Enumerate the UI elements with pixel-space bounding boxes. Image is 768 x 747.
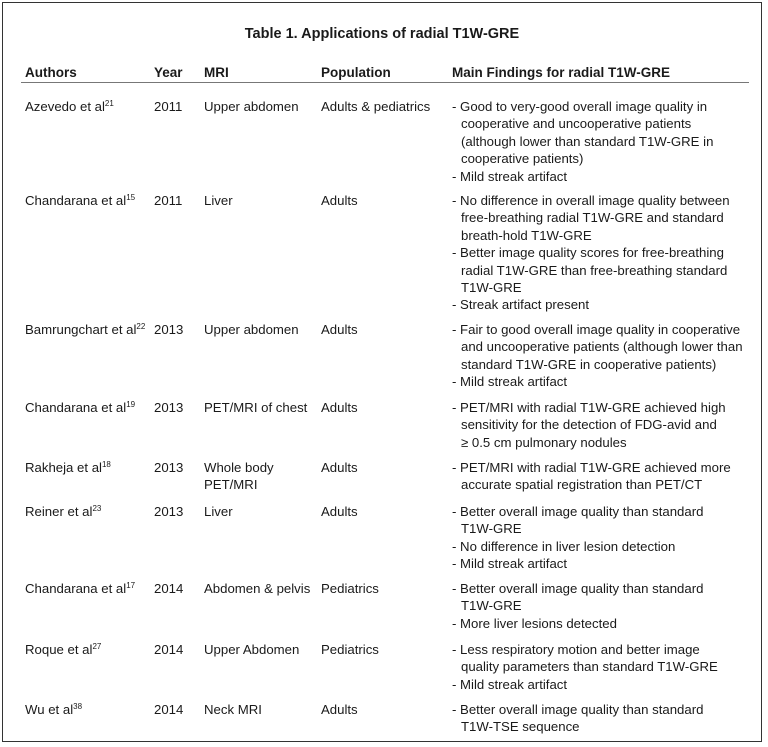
reference-number: 19 bbox=[126, 400, 136, 409]
population-cell: Adults bbox=[321, 504, 358, 519]
finding-line: - Mild streak artifact bbox=[452, 556, 568, 572]
mri-cell bbox=[204, 459, 319, 494]
reference-number: 21 bbox=[104, 99, 114, 108]
finding-item bbox=[452, 615, 752, 632]
findings-cell bbox=[452, 641, 752, 693]
author-cell bbox=[25, 641, 153, 658]
author-cell bbox=[25, 580, 153, 597]
finding-line: accurate spatial registration than PET/CT bbox=[461, 477, 703, 493]
mri-cell bbox=[204, 192, 319, 209]
finding-item bbox=[452, 244, 752, 296]
header-mri: MRI bbox=[204, 65, 229, 80]
mri-cell bbox=[204, 503, 319, 520]
finding-line: - Mild streak artifact bbox=[452, 374, 568, 390]
findings-cell bbox=[452, 701, 752, 736]
finding-item bbox=[452, 98, 752, 168]
findings-cell bbox=[452, 580, 752, 632]
finding-line: sensitivity for the detection of FDG-avid and bbox=[461, 417, 717, 433]
year-cell: 2011 bbox=[154, 193, 183, 208]
finding-line: - Mild streak artifact bbox=[452, 168, 568, 184]
header-year: Year bbox=[154, 65, 183, 80]
reference-number: 22 bbox=[136, 322, 146, 331]
author-name: Chandarana et al bbox=[25, 581, 127, 596]
population-cell: Adults & pediatrics bbox=[321, 99, 431, 114]
reference-number: 27 bbox=[92, 642, 102, 651]
finding-line: - Better overall image quality than standard bbox=[452, 581, 704, 596]
finding-line: cooperative patients) bbox=[461, 151, 584, 167]
year-cell: 2014 bbox=[154, 581, 184, 596]
finding-line: T1W-GRE bbox=[461, 598, 522, 614]
finding-item bbox=[452, 168, 752, 185]
finding-line: and uncooperative patients (although lower than bbox=[461, 339, 743, 355]
table-frame bbox=[2, 2, 762, 742]
header-main-findings: Main Findings for radial T1W-GRE bbox=[452, 65, 670, 80]
header-authors: Authors bbox=[25, 65, 77, 80]
year-cell: 2013 bbox=[154, 400, 184, 415]
finding-line: T1W-GRE bbox=[461, 280, 522, 296]
finding-item bbox=[452, 503, 752, 538]
finding-item bbox=[452, 192, 752, 244]
year-cell: 2011 bbox=[154, 99, 183, 114]
year-cell: 2013 bbox=[154, 322, 184, 337]
finding-line: ≥ 0.5 cm pulmonary nodules bbox=[461, 434, 627, 450]
population-cell: Pediatrics bbox=[321, 642, 379, 657]
findings-cell bbox=[452, 98, 752, 185]
mri-cell bbox=[204, 701, 319, 718]
population-cell: Adults bbox=[321, 460, 358, 475]
findings-cell bbox=[452, 459, 752, 494]
finding-line: - Fair to good overall image quality in cooperative bbox=[452, 322, 741, 337]
author-name: Azevedo et al bbox=[25, 99, 105, 114]
finding-item bbox=[452, 641, 752, 676]
finding-item bbox=[452, 399, 752, 451]
finding-item bbox=[452, 676, 752, 693]
author-name: Roque et al bbox=[25, 642, 93, 657]
reference-number: 23 bbox=[92, 504, 102, 513]
finding-line: - Better overall image quality than standard bbox=[452, 504, 704, 519]
finding-line: - More liver lesions detected bbox=[452, 615, 617, 631]
findings-cell bbox=[452, 321, 752, 391]
finding-item bbox=[452, 538, 752, 555]
author-cell bbox=[25, 192, 153, 209]
mri-cell bbox=[204, 98, 319, 115]
author-name: Bamrungchart et al bbox=[25, 322, 137, 337]
finding-item bbox=[452, 373, 752, 390]
reference-number: 17 bbox=[126, 581, 136, 590]
author-cell bbox=[25, 459, 153, 476]
mri-line: PET/MRI bbox=[204, 477, 258, 493]
finding-item bbox=[452, 296, 752, 313]
population-cell: Pediatrics bbox=[321, 581, 379, 596]
finding-line: - No difference in overall image quality between bbox=[452, 193, 730, 208]
finding-line: (although lower than standard T1W-GRE in bbox=[461, 133, 714, 149]
author-cell bbox=[25, 503, 153, 520]
header-divider bbox=[21, 82, 749, 83]
author-cell bbox=[25, 98, 153, 115]
finding-line: - Good to very-good overall image quality in bbox=[452, 99, 708, 114]
mri-cell bbox=[204, 399, 319, 416]
author-cell bbox=[25, 321, 153, 338]
reference-number: 18 bbox=[101, 460, 111, 469]
mri-cell bbox=[204, 580, 319, 597]
author-name: Rakheja et al bbox=[25, 460, 102, 475]
author-name: Reiner et al bbox=[25, 504, 93, 519]
author-cell bbox=[25, 701, 153, 718]
finding-line: - Streak artifact present bbox=[452, 297, 590, 313]
author-cell bbox=[25, 399, 153, 416]
population-cell: Adults bbox=[321, 702, 358, 717]
findings-cell bbox=[452, 399, 752, 451]
mri-line: Liver bbox=[204, 504, 233, 519]
author-name: Chandarana et al bbox=[25, 193, 127, 208]
finding-item bbox=[452, 459, 752, 494]
year-cell: 2014 bbox=[154, 702, 184, 717]
finding-line: - PET/MRI with radial T1W-GRE achieved more bbox=[452, 460, 731, 475]
mri-line: Abdomen & pelvis bbox=[204, 581, 311, 596]
finding-item bbox=[452, 555, 752, 572]
mri-line: Neck MRI bbox=[204, 702, 262, 717]
finding-item bbox=[452, 580, 752, 615]
reference-number: 15 bbox=[126, 193, 136, 202]
population-cell: Adults bbox=[321, 322, 358, 337]
author-name: Wu et al bbox=[25, 702, 74, 717]
finding-line: standard T1W-GRE in cooperative patients) bbox=[461, 356, 717, 372]
population-cell: Adults bbox=[321, 400, 358, 415]
finding-line: T1W-TSE sequence bbox=[461, 719, 580, 735]
mri-cell bbox=[204, 321, 319, 338]
finding-line: cooperative and uncooperative patients bbox=[461, 116, 692, 132]
mri-cell bbox=[204, 641, 319, 658]
finding-line: - Less respiratory motion and better image bbox=[452, 642, 700, 657]
findings-cell bbox=[452, 192, 752, 314]
population-cell: Adults bbox=[321, 193, 358, 208]
header-population: Population bbox=[321, 65, 391, 80]
finding-line: radial T1W-GRE than free-breathing standard bbox=[461, 262, 728, 278]
year-cell: 2013 bbox=[154, 460, 184, 475]
year-cell: 2013 bbox=[154, 504, 184, 519]
year-cell: 2014 bbox=[154, 642, 184, 657]
mri-line: Whole body bbox=[204, 460, 274, 475]
finding-item bbox=[452, 701, 752, 736]
mri-line: Upper abdomen bbox=[204, 322, 299, 337]
finding-line: breath-hold T1W-GRE bbox=[461, 227, 592, 243]
finding-line: - Mild streak artifact bbox=[452, 676, 568, 692]
reference-number: 38 bbox=[73, 702, 83, 711]
mri-line: Upper abdomen bbox=[204, 99, 299, 114]
finding-item bbox=[452, 321, 752, 373]
finding-line: - No difference in liver lesion detection bbox=[452, 538, 676, 554]
author-name: Chandarana et al bbox=[25, 400, 127, 415]
mri-line: Upper Abdomen bbox=[204, 642, 300, 657]
mri-line: Liver bbox=[204, 193, 233, 208]
findings-cell bbox=[452, 503, 752, 573]
table-title: Table 1. Applications of radial T1W-GRE bbox=[244, 26, 520, 42]
finding-line: T1W-GRE bbox=[461, 521, 522, 537]
finding-line: - Better image quality scores for free-breathing bbox=[452, 245, 724, 261]
mri-line: PET/MRI of chest bbox=[204, 400, 308, 415]
finding-line: - PET/MRI with radial T1W-GRE achieved high bbox=[452, 400, 726, 415]
finding-line: free-breathing radial T1W-GRE and standard bbox=[461, 210, 724, 226]
finding-line: quality parameters than standard T1W-GRE bbox=[461, 659, 718, 675]
finding-line: - Better overall image quality than standard bbox=[452, 702, 704, 717]
